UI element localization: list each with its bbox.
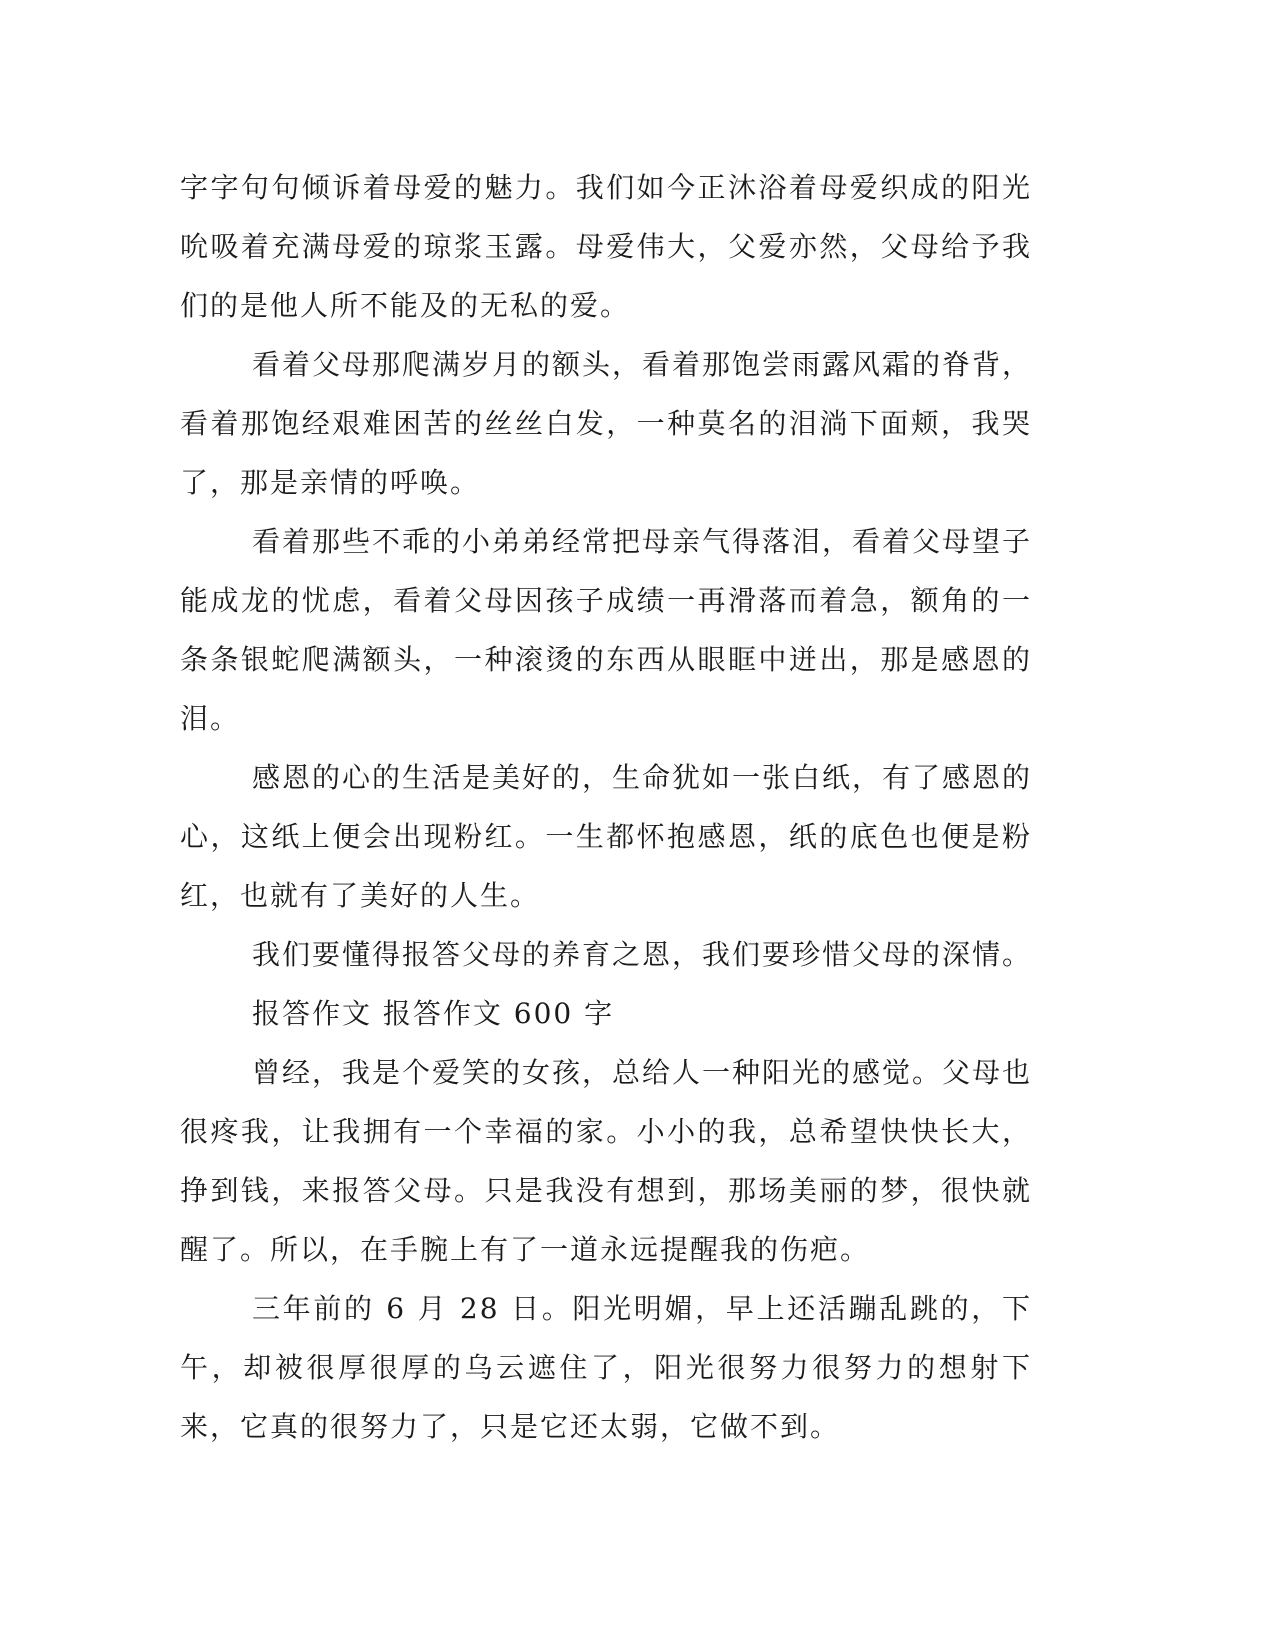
document-body xyxy=(180,158,1032,1456)
section-heading: 报答作文 报答作文 600 字 xyxy=(252,997,615,1030)
paragraph-2: 看着父母那爬满岁月的额头，看着那饱尝雨露风霜的脊背，看着那饱经艰难困苦的丝丝白发，一种莫名的泪淌下面颊，我哭了，那是亲情的呼唤。 xyxy=(180,348,1033,499)
paragraph-6: 曾经，我是个爱笑的女孩，总给人一种阳光的感觉。父母也很疼我，让我拥有一个幸福的家。小小的我，总希望快快长大，挣到钱，来报答父母。只是我没有想到，那场美丽的梦，很快就醒了。所以，在手腕上有了一道永远提醒我的伤疤。 xyxy=(180,1056,1033,1266)
paragraph-4: 感恩的心的生活是美好的，生命犹如一张白纸，有了感恩的心，这纸上便会出现粉红。一生都怀抱感恩，纸的底色也便是粉红，也就有了美好的人生。 xyxy=(180,761,1033,912)
paragraph-5: 我们要懂得报答父母的养育之恩，我们要珍惜父母的深情。 xyxy=(252,938,1033,971)
paragraph-7: 三年前的 6 月 28 日。阳光明媚，早上还活蹦乱跳的，下午，却被很厚很厚的乌云遮住了，阳光很努力很努力的想射下来，它真的很努力了，只是它还太弱，它做不到。 xyxy=(180,1292,1032,1443)
paragraph-1: 字字句句倾诉着母爱的魅力。我们如今正沐浴着母爱织成的阳光吮吸着充满母爱的琼浆玉露。母爱伟大，父爱亦然，父母给予我们的是他人所不能及的无私的爱。 xyxy=(180,171,1032,322)
paragraph-3: 看着那些不乖的小弟弟经常把母亲气得落泪，看着父母望子能成龙的忧虑，看着父母因孩子成绩一再滑落而着急，额角的一条条银蛇爬满额头，一种滚烫的东西从眼眶中迸出，那是感恩的泪。 xyxy=(180,525,1033,735)
